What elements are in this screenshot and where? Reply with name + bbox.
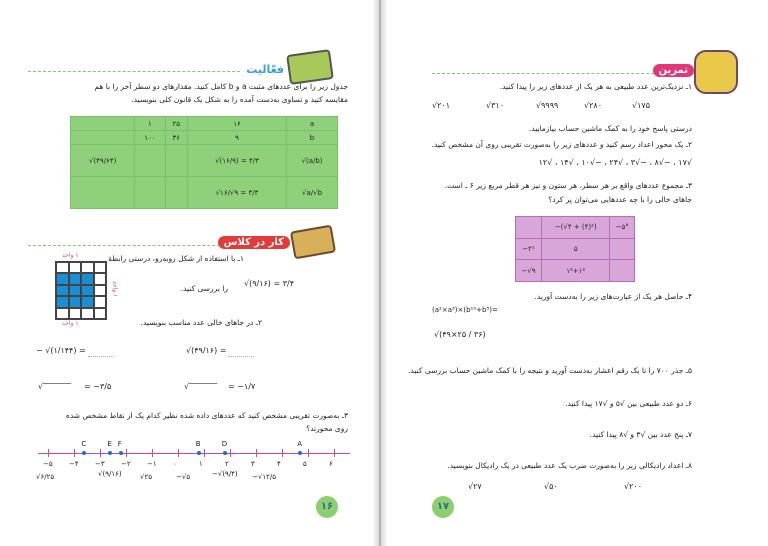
tick-mark xyxy=(126,449,127,457)
ex-q1-v0: √۱۷۵ xyxy=(632,101,650,110)
tick-label: −۳ xyxy=(95,460,105,468)
page-number-right: ۱۷ xyxy=(432,496,454,518)
point-E xyxy=(108,451,112,455)
right-page xyxy=(388,0,768,546)
point-label-C: C xyxy=(81,440,87,448)
cell-b-1: ۳۶ xyxy=(165,131,187,145)
tick-label: −۴ xyxy=(69,460,79,468)
q2-expr-c: = −۱/۷ xyxy=(228,382,256,391)
cell-b-2: ۱۰۰ xyxy=(135,131,165,145)
cell-b-3 xyxy=(71,131,135,145)
classwork-header xyxy=(28,236,290,250)
q2-expr-a: √(۴۹/۱۶) = xyxy=(186,346,227,355)
tick-label: ۳ xyxy=(251,460,255,468)
cell-r4-label: √a/√b xyxy=(287,177,338,209)
q1-text: ۱ـ با استفاده از شکل روبه‌رو، درستی رابطهٔ xyxy=(108,254,244,263)
tick-mark xyxy=(230,449,231,457)
q2-text: ۲ـ در جاهای خالی عدد مناسب بنویسید. xyxy=(140,318,262,327)
point-A xyxy=(298,451,302,455)
unit-square-grid xyxy=(55,261,107,320)
ex-q2: ۲ـ یک محور اعداد رسم کنید و عددهای زیر را به‌صورت تقریبی روی آن مشخص کنید. xyxy=(431,140,692,149)
tick-label: ۲ xyxy=(225,460,229,468)
sq-2-2: −√۹ xyxy=(516,260,542,282)
tick-label: ۴ xyxy=(277,460,281,468)
sq-2-0 xyxy=(610,260,635,282)
cell-a-0: ۱۶ xyxy=(187,117,286,131)
sq-0-1: −(√۴ + (۴)²) xyxy=(542,217,610,239)
ex-q3: ۳ـ مجموع عددهای واقع بر هر سطر، هر ستون و نیز هر قطر مربع زیر ۶ ـ است. xyxy=(444,181,692,190)
sq-1-2: −۲¹ xyxy=(516,238,542,260)
point-B xyxy=(197,451,201,455)
exercise-title: تمرین xyxy=(653,64,694,77)
grid-side-label: ۱ واحد xyxy=(111,280,119,298)
ex-q4-b: √(۴۹×۲۵ / ۳۶) xyxy=(434,330,486,339)
activity-header xyxy=(28,62,290,76)
page-number-left: ۱۶ xyxy=(316,496,338,518)
tick-mark xyxy=(74,449,75,457)
book-pencil-icon xyxy=(290,225,336,260)
point-C xyxy=(82,451,86,455)
tick-mark xyxy=(256,449,257,457)
left-page xyxy=(0,0,372,546)
ex-q4: ۴ـ حاصل هر یک از عبارت‌های زیر را به‌دست آورید. xyxy=(534,292,692,301)
ex-q1-v1: √۲۸۰ xyxy=(584,101,602,110)
value-5: −√۱۲/۵ xyxy=(252,473,276,481)
q2-blank-a[interactable] xyxy=(228,346,254,357)
value-1: √(۹/۱۶) xyxy=(98,470,122,478)
cell-b-label: b xyxy=(287,131,338,145)
point-label-E: E xyxy=(107,440,112,448)
value-2: √۲۵ xyxy=(140,473,152,481)
ex-q8-v0: √۲۰۰ xyxy=(624,482,642,491)
ex-q4-a: (a²×a³)×(b¹⁰+b⁵)= xyxy=(432,306,498,314)
ex-q5: ۵ـ جذر ۷۰۰ را تا یک رقم اعشار به‌دست آورید و نتیجه را با کمک ماشین حساب بررسی کنید. xyxy=(408,366,692,375)
q3-text-2: روی محورند؟ xyxy=(306,424,348,433)
sq-2-1: ۱²+۱² xyxy=(542,260,610,282)
sq-0-2 xyxy=(516,217,542,239)
calculator-icon xyxy=(286,49,334,85)
sq-1-1: ۵ xyxy=(542,238,610,260)
ex-q7: ۷ـ پنج عدد بین √۳ و √۸ پیدا کنید. xyxy=(589,430,692,439)
q3-text: ۳ـ به‌صورت تقریبی مشخص کنید که عددهای داده شده نظیر کدام یک از نقاط مشخص شده xyxy=(65,411,348,420)
tick-label: −۲ xyxy=(121,460,131,468)
grid-top-label: ۱ واحد xyxy=(62,252,79,259)
cell-r3-3 xyxy=(135,145,165,177)
ex-q1: ۱ـ نزدیک‌ترین عدد طبیعی به هر یک از عددهای زیر را پیدا کنید. xyxy=(499,82,692,91)
activity-instruction-2: مقایسه کنید و تساوی به‌دست آمده را به شکل یک قانون کلی بنویسید. xyxy=(131,95,348,104)
magic-square xyxy=(515,216,635,282)
ex-q8-v1: √۵۰ xyxy=(544,482,558,491)
activity-instruction-1: جدول زیر را برای عددهای مثبت a و b کامل کنید. مقدارهای دو سطر آخر را با هم xyxy=(94,82,348,91)
value-3: −√۵ xyxy=(176,473,191,481)
ex-q1-v4: √۲۰۱ xyxy=(432,101,450,110)
point-label-B: B xyxy=(195,440,201,448)
exercise-header xyxy=(432,64,694,78)
point-F xyxy=(119,451,123,455)
cell-b-0: ۹ xyxy=(187,131,286,145)
cell-r3-4: √(۴۹/۶۴) xyxy=(71,145,135,177)
tick-mark xyxy=(178,449,179,457)
cell-r3-1: √(۱۶/۹) = ۴/۳ xyxy=(187,145,286,177)
q2-expr-d: = −۳/۵ xyxy=(84,382,112,391)
tick-mark xyxy=(100,449,101,457)
point-label-F: F xyxy=(117,440,122,448)
ex-q6: ۶ـ دو عدد طبیعی بین √۵ و √۱۷ پیدا کنید. xyxy=(565,399,692,408)
classwork-title: کار در کلاس xyxy=(218,236,290,249)
cell-r4-3 xyxy=(135,177,165,209)
sq-1-0 xyxy=(610,238,635,260)
tick-mark xyxy=(282,449,283,457)
tick-label: ۵ xyxy=(303,460,307,468)
q1-check-text: را بررسی کنید. xyxy=(180,284,228,293)
q2-expr-b: − √(۱/۱۴۴) = xyxy=(36,346,86,355)
ex-q2-vals: √۱۷ ، −√۸ ، −√۳ ، √۲۴ ، −√۱۰ ، √۱۴ ، √۱۲ xyxy=(538,158,692,167)
q2-radical-c: √‾‾‾‾‾‾‾ xyxy=(184,382,218,391)
point-label-A: A xyxy=(297,440,302,448)
cell-r4-2 xyxy=(165,177,187,209)
activity-title: فعّالیت xyxy=(240,62,290,77)
tick-label: −۱ xyxy=(147,460,157,468)
value-0: √۶/۲۵ xyxy=(36,473,55,481)
cell-r4-1: √۱۶/√۹ = ۴/۳ xyxy=(187,177,286,209)
point-D xyxy=(223,451,227,455)
tick-mark xyxy=(152,449,153,457)
cell-r3-2 xyxy=(165,145,187,177)
tick-label: ۶ xyxy=(329,460,333,468)
q2-radical-d: √‾‾‾‾‾‾‾ xyxy=(38,382,72,391)
cell-r4-4 xyxy=(71,177,135,209)
cell-a-2: ۱ xyxy=(135,117,165,131)
activity-table xyxy=(70,116,338,209)
grid-bottom-label: ۱ واحد xyxy=(62,320,79,327)
value-4: −√(۹/۴) xyxy=(212,470,238,478)
point-label-D: D xyxy=(221,440,228,448)
q1-formula: √(۹/۱۶) = ۳/۴ xyxy=(244,279,295,288)
ex-q1-note: درستی پاسخ خود را به کمک ماشین حساب بیازمایید. xyxy=(528,124,692,133)
cell-a-3 xyxy=(71,117,135,131)
ex-q8: ۸ـ اعداد رادیکالی زیر را به‌صورت ضرب یک عدد طبیعی در یک رادیکال بنویسید. xyxy=(447,461,692,470)
tick-mark xyxy=(308,449,309,457)
cell-a-1: ۲۵ xyxy=(165,117,187,131)
tick-mark xyxy=(48,449,49,457)
tick-label: ۰ xyxy=(173,460,177,468)
ex-q1-v3: √۳۱۰ xyxy=(486,101,504,110)
tick-mark xyxy=(334,449,335,457)
tick-mark xyxy=(204,449,205,457)
q2-blank-b[interactable] xyxy=(88,346,114,357)
book-gutter xyxy=(372,0,388,546)
sq-0-0: −۵° xyxy=(610,217,635,239)
bag-icon xyxy=(694,50,738,94)
cell-a-label: a xyxy=(287,117,338,131)
ex-q1-v2: √۹۹۹۹ xyxy=(536,101,559,110)
tick-label: ۱ xyxy=(199,460,203,468)
tick-label: −۵ xyxy=(43,460,53,468)
ex-q8-v2: √۲۷ xyxy=(468,482,482,491)
cell-r3-label: √(a/b) xyxy=(287,145,338,177)
ex-q3b: جاهای خالی را با چه عددهایی می‌توان پر کرد؟ xyxy=(548,195,692,204)
